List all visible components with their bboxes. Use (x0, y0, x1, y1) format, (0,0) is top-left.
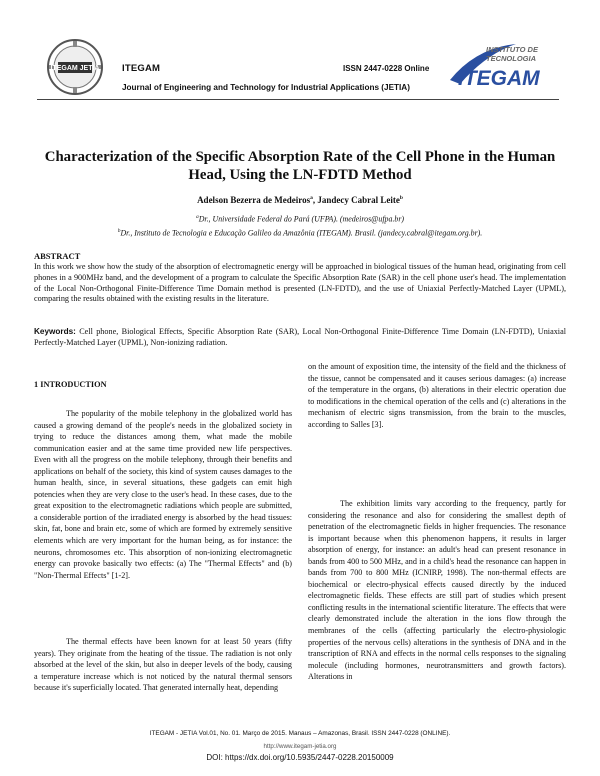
journal-name: ITEGAM (122, 63, 161, 74)
keywords (34, 326, 566, 348)
header-divider (37, 99, 559, 100)
author-list (30, 195, 570, 205)
keywords-label: Keywords: (34, 327, 76, 336)
right-paragraph-1-text: on the amount of exposition time, the intensity of the field and the thickness of the tissue, cannot be compensated and it causes serious damages: (a) increase of the temperature in the organs, (b) alterations in their electric operation due to modifications in the chemical operation of the cells and (c) alterations in the mechanism of electric signs transmission, from the brain to the muscles, according to Salles [3]. (308, 362, 566, 429)
right-logo-top1: INSTITUTO DE (486, 45, 538, 54)
right-logo-top2: TECNOLOGIA (486, 54, 536, 63)
author-separator: , (312, 195, 318, 205)
affiliation-1-sup: a (195, 214, 199, 220)
abstract-text: In this work we show how the study of the absorption of electromagnetic energy will be approached in biological tissues of the human head, originating from cell phones in a 900MHz band, and the development of a program to calculate the Specific Absorption Rate (SAR) in the cell phone user's head. The implementation of the Local Non-Orthogonal Finite-Difference Time Domain method is presented (LN-FDTD), and the use of Uniaxial Perfectly-Matched Layer (UPML), comparing the results obtained with the existing results in the literature. (34, 262, 566, 304)
left-paragraph-1-text: The popularity of the mobile telephony in the globalized world has caused a growing demand of the people's needs in the globalized society in trying to reduce the distances among them, what made the mobile communication easier and at the same time provided new life perspectives. Even with all the progress on the mobile telephony, through their benefits and applications on behalf of the society, this kind of system causes damages to the human health, since, in several situations, these gadgets can emit high potencies when they are very close to the user's head. In these cases, due to the great exposition to the electromagnetic radiations which people are submitted, a considerable portion of the irradiated energy is absorbed by the head tissues: skin, fat, bone and brain etc, some of which are formed by extremely sensitive elements which are very important for the human being, as for instance: the neurons, chromosomes etc. This absorption of non-ionizing electromagnetic energy can provoke basically two effects: (a) The "Thermal Effects" and (b) "Non-Thermal Effects" [1-2]. (34, 409, 292, 580)
journal-full-name: Journal of Engineering and Technology for Industrial Applications (JETIA) (122, 83, 410, 92)
affiliation-2 (30, 228, 570, 238)
right-paragraph-2-text: The exhibition limits vary according to the frequency, partly for considering the resonance and also for considering the smallest depth of penetration of the electromagnetic fields in higher frequencies. The resonance is important because when this phenomenon happens, it results in larger absorption of energy, for instance: an adult's head can present resonance in bands from 400 to 500 MHz, and in a child's head the resonance can happen in bands from 700 to 800 MHz (ICNIRP, 1998). The non-thermal effects are biochemical or electro-physical effects caused directly by the induced electromagnetic fields. These effects are still part of studies which present conflicting results in the international scientific literature. The effects that were clearly demonstrated include the alteration in the ions flow through the membranes of the cells (affecting particularly the electro-physiologic properties of the nervous cells) alterations in the synthesis of DNA and in the transcription of RNA and effects in the normal cells responses to the signaling molecule (including hormones, neurotransmitters and growth factors). Alterations in (308, 499, 566, 682)
affiliation-1 (30, 214, 570, 224)
issn-label: ISSN 2447-0228 Online (343, 64, 430, 73)
author-1-sup: a (310, 195, 313, 201)
abstract-heading: ABSTRACT (34, 251, 81, 261)
left-column-paragraph-1 (34, 408, 292, 581)
footer-url-link[interactable]: http://www.itegam-jetia.org (263, 743, 337, 750)
left-logo-text: ITEGAM JETIA (50, 65, 100, 72)
right-column-paragraph-2 (308, 498, 566, 683)
footer-doi-link[interactable]: DOI: https://dx.doi.org/10.5935/2447-0228.20150009 (206, 753, 394, 762)
left-paragraph-2-text: The thermal effects have been known for at least 50 years (fifty years). They originate from the heating of the tissue. The radiation is not only absorbed at the level of the skin, but also in deeper levels of the body, causing a temperature increase which is not noticed by the natural thermal sensors because it's superficially located. That generated internally heat, depending (34, 637, 292, 693)
author-2-sup: b (399, 195, 403, 201)
right-column-paragraph-1 (308, 361, 566, 430)
itegam-institute-logo (446, 40, 556, 94)
keywords-text: Cell phone, Biological Effects, Specific Absorption Rate (SAR), Local Non-Orthogonal Finite-Difference Time Domain (LN-FDTD), Uniaxial Perfectly-Matched Layer (UPML), Non-ionizing radiation. (34, 327, 566, 347)
affiliation-2-sup: b (117, 228, 121, 234)
author-1: Adelson Bezerra de Medeiros (197, 195, 311, 205)
author-2: Jandecy Cabral Leite (317, 195, 400, 205)
right-logo-main: ITEGAM (458, 67, 540, 90)
section-heading-introduction: 1 INTRODUCTION (34, 380, 107, 389)
footer-citation: ITEGAM - JETIA Vol.01, No. 01. Março de 2015. Manaus – Amazonas, Brasil. ISSN 2447-0228 (ONLINE). (149, 730, 451, 737)
affiliation-2-text: Dr., Instituto de Tecnologia e Educação Galileo da Amazônia (ITEGAM). Brasil. (jandecy.cabral@itegam.org.br). (120, 228, 483, 238)
affiliation-1-text: Dr., Universidade Federal do Pará (UFPA). (medeiros@ufpa.br) (198, 214, 405, 224)
itegam-jetia-seal-logo (46, 38, 104, 96)
left-column-paragraph-2 (34, 636, 292, 694)
paper-title: Characterization of the Specific Absorption Rate of the Cell Phone in the Human Head, Using the LN-FDTD Method (44, 149, 556, 183)
